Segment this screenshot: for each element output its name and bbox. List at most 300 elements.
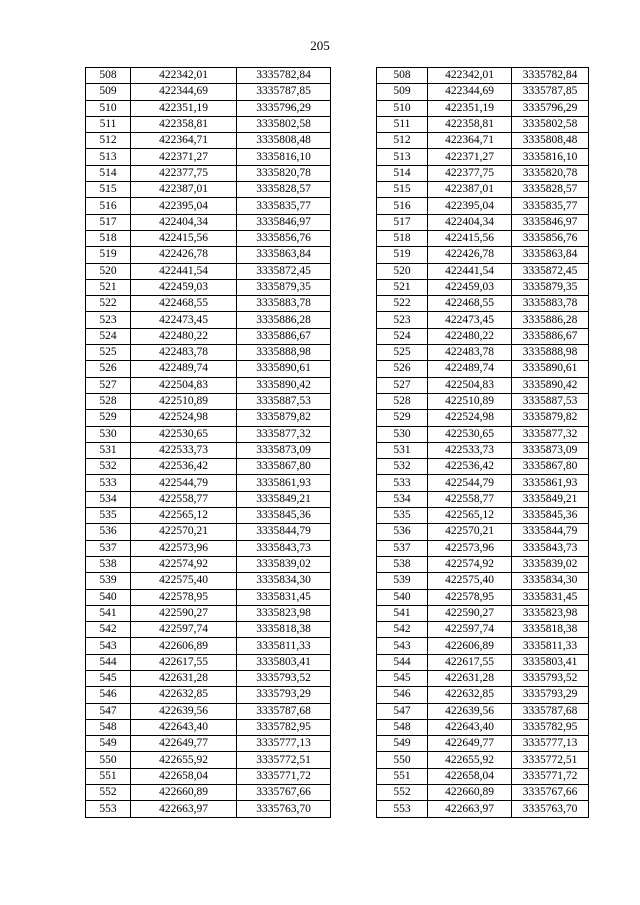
x-coordinate-cell: 422649,77 [428,736,512,752]
point-number-cell: 550 [86,752,131,768]
x-coordinate-cell: 422524,98 [131,410,237,426]
y-coordinate-cell: 3335839,02 [512,556,589,572]
table-row [86,68,331,84]
x-coordinate-cell: 422544,79 [428,475,512,491]
table-row [86,149,331,165]
table-row [86,573,331,589]
point-number-cell: 509 [377,84,428,100]
point-number-cell: 511 [86,116,131,132]
x-coordinate-cell: 422597,74 [131,622,237,638]
point-number-cell: 546 [86,687,131,703]
y-coordinate-cell: 3335879,35 [512,279,589,295]
y-coordinate-cell: 3335787,85 [512,84,589,100]
point-number-cell: 540 [377,589,428,605]
table-row [377,670,589,686]
x-coordinate-cell: 422597,74 [428,622,512,638]
y-coordinate-cell: 3335844,79 [237,524,331,540]
table-row [86,377,331,393]
table-row [86,182,331,198]
table-row [86,279,331,295]
point-number-cell: 534 [377,491,428,507]
x-coordinate-cell: 422415,56 [428,230,512,246]
point-number-cell: 532 [86,459,131,475]
table-row [377,133,589,149]
table-row [86,100,331,116]
y-coordinate-cell: 3335816,10 [237,149,331,165]
table-row [86,410,331,426]
x-coordinate-cell: 422395,04 [428,198,512,214]
y-coordinate-cell: 3335861,93 [237,475,331,491]
y-coordinate-cell: 3335782,84 [237,68,331,84]
y-coordinate-cell: 3335793,52 [237,670,331,686]
table-row [86,540,331,556]
point-number-cell: 535 [377,508,428,524]
table-row [377,475,589,491]
y-coordinate-cell: 3335823,98 [512,605,589,621]
y-coordinate-cell: 3335856,76 [237,230,331,246]
x-coordinate-cell: 422578,95 [428,589,512,605]
x-coordinate-cell: 422377,75 [131,165,237,181]
y-coordinate-cell: 3335890,61 [237,361,331,377]
table-row [86,508,331,524]
table-row [377,263,589,279]
y-coordinate-cell: 3335818,38 [512,622,589,638]
x-coordinate-cell: 422544,79 [131,475,237,491]
point-number-cell: 510 [86,100,131,116]
x-coordinate-cell: 422504,83 [131,377,237,393]
y-coordinate-cell: 3335803,41 [237,654,331,670]
table-row [377,540,589,556]
point-number-cell: 518 [86,230,131,246]
x-coordinate-cell: 422364,71 [131,133,237,149]
point-number-cell: 520 [377,263,428,279]
x-coordinate-cell: 422530,65 [131,426,237,442]
table-row [377,801,589,817]
point-number-cell: 521 [377,279,428,295]
x-coordinate-cell: 422342,01 [428,68,512,84]
table-row [86,328,331,344]
x-coordinate-cell: 422480,22 [428,328,512,344]
table-row [377,573,589,589]
y-coordinate-cell: 3335796,29 [237,100,331,116]
x-coordinate-cell: 422533,73 [428,442,512,458]
table-row [377,589,589,605]
x-coordinate-cell: 422344,69 [428,84,512,100]
y-coordinate-cell: 3335777,13 [512,736,589,752]
point-number-cell: 549 [86,736,131,752]
x-coordinate-cell: 422658,04 [428,768,512,784]
table-row [86,247,331,263]
point-number-cell: 542 [377,622,428,638]
y-coordinate-cell: 3335793,29 [512,687,589,703]
table-row [377,556,589,572]
x-coordinate-cell: 422387,01 [428,182,512,198]
x-coordinate-cell: 422510,89 [428,393,512,409]
point-number-cell: 511 [377,116,428,132]
page-number: 205 [310,38,330,53]
y-coordinate-cell: 3335802,58 [512,116,589,132]
point-number-cell: 521 [86,279,131,295]
y-coordinate-cell: 3335811,33 [512,638,589,654]
y-coordinate-cell: 3335823,98 [237,605,331,621]
x-coordinate-cell: 422632,85 [428,687,512,703]
point-number-cell: 516 [86,198,131,214]
y-coordinate-cell: 3335845,36 [512,508,589,524]
y-coordinate-cell: 3335771,72 [237,768,331,784]
table-row [86,524,331,540]
y-coordinate-cell: 3335782,95 [512,719,589,735]
y-coordinate-cell: 3335873,09 [237,442,331,458]
x-coordinate-cell: 422649,77 [131,736,237,752]
y-coordinate-cell: 3335877,32 [237,426,331,442]
x-coordinate-cell: 422426,78 [428,247,512,263]
y-coordinate-cell: 3335771,72 [512,768,589,784]
table-row [86,475,331,491]
table-row [377,736,589,752]
x-coordinate-cell: 422473,45 [131,312,237,328]
table-row [86,605,331,621]
y-coordinate-cell: 3335828,57 [237,182,331,198]
y-coordinate-cell: 3335846,97 [237,214,331,230]
x-coordinate-cell: 422387,01 [131,182,237,198]
y-coordinate-cell: 3335844,79 [512,524,589,540]
x-coordinate-cell: 422480,22 [131,328,237,344]
y-coordinate-cell: 3335835,77 [512,198,589,214]
y-coordinate-cell: 3335846,97 [512,214,589,230]
x-coordinate-cell: 422565,12 [428,508,512,524]
table-row [377,279,589,295]
point-number-cell: 512 [86,133,131,149]
table-row [86,165,331,181]
y-coordinate-cell: 3335787,85 [237,84,331,100]
y-coordinate-cell: 3335867,80 [237,459,331,475]
point-number-cell: 539 [377,573,428,589]
table-row [86,670,331,686]
point-number-cell: 548 [377,719,428,735]
y-coordinate-cell: 3335811,33 [237,638,331,654]
table-row [86,393,331,409]
y-coordinate-cell: 3335808,48 [237,133,331,149]
x-coordinate-cell: 422632,85 [131,687,237,703]
y-coordinate-cell: 3335849,21 [237,491,331,507]
point-number-cell: 540 [86,589,131,605]
table-row [377,524,589,540]
x-coordinate-cell: 422404,34 [131,214,237,230]
point-number-cell: 517 [86,214,131,230]
y-coordinate-cell: 3335890,61 [512,361,589,377]
x-coordinate-cell: 422643,40 [131,719,237,735]
table-row [86,214,331,230]
table-row [377,312,589,328]
x-coordinate-cell: 422574,92 [428,556,512,572]
table-row [377,165,589,181]
point-number-cell: 530 [86,426,131,442]
y-coordinate-cell: 3335808,48 [512,133,589,149]
x-coordinate-cell: 422351,19 [131,100,237,116]
point-number-cell: 551 [377,768,428,784]
point-number-cell: 534 [86,491,131,507]
point-number-cell: 526 [377,361,428,377]
y-coordinate-cell: 3335867,80 [512,459,589,475]
point-number-cell: 525 [377,345,428,361]
x-coordinate-cell: 422655,92 [428,752,512,768]
y-coordinate-cell: 3335828,57 [512,182,589,198]
x-coordinate-cell: 422364,71 [428,133,512,149]
point-number-cell: 513 [377,149,428,165]
table-row [377,361,589,377]
x-coordinate-cell: 422524,98 [428,410,512,426]
point-number-cell: 525 [86,345,131,361]
table-row [377,442,589,458]
y-coordinate-cell: 3335843,73 [512,540,589,556]
x-coordinate-cell: 422631,28 [428,670,512,686]
y-coordinate-cell: 3335872,45 [512,263,589,279]
point-number-cell: 536 [377,524,428,540]
y-coordinate-cell: 3335887,53 [237,393,331,409]
x-coordinate-cell: 422643,40 [428,719,512,735]
point-number-cell: 510 [377,100,428,116]
table-row [86,736,331,752]
y-coordinate-cell: 3335886,28 [512,312,589,328]
point-number-cell: 523 [377,312,428,328]
x-coordinate-cell: 422489,74 [131,361,237,377]
table-row [377,377,589,393]
table-row [86,719,331,735]
point-number-cell: 539 [86,573,131,589]
point-number-cell: 551 [86,768,131,784]
y-coordinate-cell: 3335839,02 [237,556,331,572]
x-coordinate-cell: 422617,55 [428,654,512,670]
point-number-cell: 530 [377,426,428,442]
x-coordinate-cell: 422590,27 [428,605,512,621]
y-coordinate-cell: 3335793,29 [237,687,331,703]
table-row [377,719,589,735]
table-row [377,182,589,198]
point-number-cell: 509 [86,84,131,100]
point-number-cell: 536 [86,524,131,540]
table-row [377,410,589,426]
point-number-cell: 538 [377,556,428,572]
x-coordinate-cell: 422590,27 [131,605,237,621]
x-coordinate-cell: 422565,12 [131,508,237,524]
point-number-cell: 538 [86,556,131,572]
y-coordinate-cell: 3335861,93 [512,475,589,491]
point-number-cell: 508 [86,68,131,84]
x-coordinate-cell: 422663,97 [131,801,237,817]
x-coordinate-cell: 422483,78 [428,345,512,361]
table-row [377,768,589,784]
point-number-cell: 552 [86,785,131,801]
x-coordinate-cell: 422663,97 [428,801,512,817]
y-coordinate-cell: 3335777,13 [237,736,331,752]
table-row [86,622,331,638]
point-number-cell: 515 [377,182,428,198]
table-row [377,328,589,344]
y-coordinate-cell: 3335888,98 [237,345,331,361]
point-number-cell: 517 [377,214,428,230]
y-coordinate-cell: 3335803,41 [512,654,589,670]
table-row [86,133,331,149]
y-coordinate-cell: 3335787,68 [512,703,589,719]
y-coordinate-cell: 3335888,98 [512,345,589,361]
point-number-cell: 519 [86,247,131,263]
table-row [377,296,589,312]
x-coordinate-cell: 422530,65 [428,426,512,442]
table-row [377,687,589,703]
table-row [377,100,589,116]
table-row [86,589,331,605]
y-coordinate-cell: 3335772,51 [512,752,589,768]
y-coordinate-cell: 3335816,10 [512,149,589,165]
x-coordinate-cell: 422358,81 [131,116,237,132]
point-number-cell: 514 [377,165,428,181]
y-coordinate-cell: 3335843,73 [237,540,331,556]
table-row [377,345,589,361]
point-number-cell: 531 [377,442,428,458]
y-coordinate-cell: 3335873,09 [512,442,589,458]
x-coordinate-cell: 422489,74 [428,361,512,377]
point-number-cell: 545 [377,670,428,686]
x-coordinate-cell: 422459,03 [131,279,237,295]
x-coordinate-cell: 422570,21 [428,524,512,540]
point-number-cell: 535 [86,508,131,524]
x-coordinate-cell: 422441,54 [428,263,512,279]
x-coordinate-cell: 422570,21 [131,524,237,540]
y-coordinate-cell: 3335767,66 [512,785,589,801]
y-coordinate-cell: 3335787,68 [237,703,331,719]
x-coordinate-cell: 422631,28 [131,670,237,686]
x-coordinate-cell: 422377,75 [428,165,512,181]
coordinates-table-left [85,67,331,818]
x-coordinate-cell: 422459,03 [428,279,512,295]
point-number-cell: 553 [377,801,428,817]
y-coordinate-cell: 3335818,38 [237,622,331,638]
y-coordinate-cell: 3335886,28 [237,312,331,328]
x-coordinate-cell: 422504,83 [428,377,512,393]
point-number-cell: 541 [377,605,428,621]
point-number-cell: 549 [377,736,428,752]
table-row [86,230,331,246]
y-coordinate-cell: 3335883,78 [512,296,589,312]
table-row [86,442,331,458]
x-coordinate-cell: 422575,40 [428,573,512,589]
point-number-cell: 533 [86,475,131,491]
point-number-cell: 516 [377,198,428,214]
x-coordinate-cell: 422558,77 [131,491,237,507]
point-number-cell: 512 [377,133,428,149]
point-number-cell: 541 [86,605,131,621]
point-number-cell: 527 [377,377,428,393]
table-row [377,393,589,409]
x-coordinate-cell: 422344,69 [131,84,237,100]
point-number-cell: 508 [377,68,428,84]
x-coordinate-cell: 422371,27 [428,149,512,165]
x-coordinate-cell: 422536,42 [131,459,237,475]
x-coordinate-cell: 422578,95 [131,589,237,605]
table-row [86,426,331,442]
x-coordinate-cell: 422658,04 [131,768,237,784]
point-number-cell: 552 [377,785,428,801]
point-number-cell: 515 [86,182,131,198]
y-coordinate-cell: 3335831,45 [512,589,589,605]
x-coordinate-cell: 422473,45 [428,312,512,328]
y-coordinate-cell: 3335849,21 [512,491,589,507]
y-coordinate-cell: 3335886,67 [512,328,589,344]
point-number-cell: 524 [377,328,428,344]
table-row [377,116,589,132]
y-coordinate-cell: 3335831,45 [237,589,331,605]
x-coordinate-cell: 422351,19 [428,100,512,116]
x-coordinate-cell: 422606,89 [428,638,512,654]
y-coordinate-cell: 3335834,30 [237,573,331,589]
table-row [86,654,331,670]
table-row [86,638,331,654]
y-coordinate-cell: 3335772,51 [237,752,331,768]
x-coordinate-cell: 422606,89 [131,638,237,654]
y-coordinate-cell: 3335886,67 [237,328,331,344]
table-row [377,149,589,165]
point-number-cell: 546 [377,687,428,703]
table-row [377,426,589,442]
point-number-cell: 513 [86,149,131,165]
y-coordinate-cell: 3335845,36 [237,508,331,524]
coordinates-table-right [376,67,589,818]
x-coordinate-cell: 422558,77 [428,491,512,507]
table-row [377,68,589,84]
y-coordinate-cell: 3335856,76 [512,230,589,246]
y-coordinate-cell: 3335877,32 [512,426,589,442]
point-number-cell: 528 [86,393,131,409]
y-coordinate-cell: 3335879,82 [512,410,589,426]
y-coordinate-cell: 3335763,70 [237,801,331,817]
table-row [86,703,331,719]
point-number-cell: 537 [86,540,131,556]
y-coordinate-cell: 3335835,77 [237,198,331,214]
table-row [377,491,589,507]
point-number-cell: 531 [86,442,131,458]
table-row [377,247,589,263]
table-row [86,768,331,784]
table-row [86,312,331,328]
x-coordinate-cell: 422395,04 [131,198,237,214]
table-row [86,491,331,507]
point-number-cell: 544 [86,654,131,670]
table-row [377,214,589,230]
y-coordinate-cell: 3335820,78 [237,165,331,181]
y-coordinate-cell: 3335763,70 [512,801,589,817]
table-row [377,638,589,654]
point-number-cell: 522 [86,296,131,312]
y-coordinate-cell: 3335834,30 [512,573,589,589]
point-number-cell: 518 [377,230,428,246]
y-coordinate-cell: 3335820,78 [512,165,589,181]
point-number-cell: 547 [86,703,131,719]
x-coordinate-cell: 422404,34 [428,214,512,230]
y-coordinate-cell: 3335890,42 [237,377,331,393]
table-row [86,556,331,572]
point-number-cell: 548 [86,719,131,735]
x-coordinate-cell: 422660,89 [131,785,237,801]
table-row [86,263,331,279]
x-coordinate-cell: 422639,56 [428,703,512,719]
table-row [86,687,331,703]
table-row [86,345,331,361]
point-number-cell: 544 [377,654,428,670]
x-coordinate-cell: 422468,55 [131,296,237,312]
point-number-cell: 547 [377,703,428,719]
point-number-cell: 519 [377,247,428,263]
point-number-cell: 527 [86,377,131,393]
